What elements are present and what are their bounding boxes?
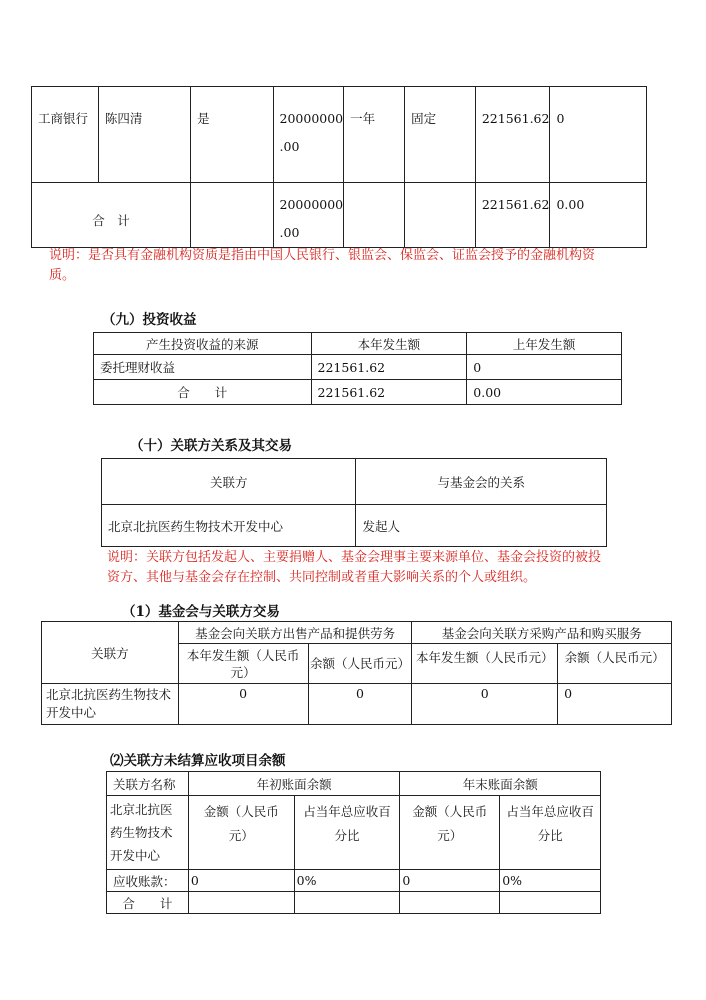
note-related-parties: 说明：关联方包括发起人、主要捐赠人、基金会理事主要来源单位、基金会投资的被投资方、其他与基金会存在控制、共同控制或者重大影响关系的个人或组织。 xyxy=(107,550,602,585)
total-amount-line1: 20000000 xyxy=(279,197,344,212)
value-cell: 0 xyxy=(178,684,308,725)
sub2-title: ⑵关联方未结算应收项目余额 xyxy=(110,753,286,769)
note-financial-qualification: 说明：是否具有金融机构资质是指由中国人民银行、银监会、保监会、证监会授予的金融机构资质。 xyxy=(49,248,596,283)
empty-cell xyxy=(294,892,400,914)
value-cell: 0 xyxy=(188,870,294,892)
party-cell: 北京北抗医药生物技术开发中心 xyxy=(107,796,189,870)
header-buy-group: 基金会向关联方采购产品和购买服务 xyxy=(412,622,672,644)
header-last-year: 上年发生额 xyxy=(467,333,622,355)
source-cell: 委托理财收益 xyxy=(94,355,312,380)
total-label: 合 计 xyxy=(107,892,189,914)
table-row xyxy=(42,684,672,725)
total-amount-line2: .00 xyxy=(279,225,300,240)
total-last-year: 0.00 xyxy=(467,380,622,405)
this-year-cell: 221561.62 xyxy=(311,355,467,380)
deposit-table xyxy=(31,86,647,248)
table-header-row xyxy=(94,333,622,355)
amount-line2: .00 xyxy=(279,139,300,154)
table-row xyxy=(102,505,607,547)
investment-income-table xyxy=(93,332,622,405)
table-subheader-row xyxy=(107,796,601,870)
value-cell: 0 xyxy=(308,684,412,725)
header-name: 关联方名称 xyxy=(107,772,189,796)
party-cell: 北京北抗医药生物技术开发中心 xyxy=(42,684,179,725)
header-begin-group: 年初账面余额 xyxy=(188,772,400,796)
total-label: 合 计 xyxy=(94,380,312,405)
total-label: 合 计 xyxy=(32,183,191,248)
empty-cell xyxy=(405,183,476,248)
amount-cell xyxy=(273,87,344,183)
total-row xyxy=(94,380,622,405)
related-transactions-table xyxy=(41,621,672,725)
sub1-title: （1）基金会与关联方交易 xyxy=(122,604,280,620)
value-cell: 0% xyxy=(500,870,601,892)
total-last-cell: 0.00 xyxy=(550,183,647,248)
relation-cell: 发起人 xyxy=(356,505,607,547)
header-relation: 与基金会的关系 xyxy=(356,459,607,505)
last-year-cell: 0 xyxy=(467,355,622,380)
header-party: 关联方 xyxy=(42,622,179,684)
party-cell: 北京北抗医药生物技术开发中心 xyxy=(102,505,356,547)
table-header-row xyxy=(102,459,607,505)
empty-cell xyxy=(188,892,294,914)
header-sell-group: 基金会向关联方出售产品和提供劳务 xyxy=(178,622,412,644)
empty-cell xyxy=(191,183,273,248)
header-end-amount: 金额（人民币元） xyxy=(400,796,500,870)
term-cell: 一年 xyxy=(344,87,405,183)
person-cell: 陈四清 xyxy=(98,87,190,183)
receivables-table xyxy=(106,771,601,914)
income-cell: 221561.62 xyxy=(475,87,550,183)
total-income-cell: 221561.62 xyxy=(475,183,550,248)
table-row xyxy=(32,87,647,183)
value-cell: 0 xyxy=(412,684,558,725)
last-cell: 0 xyxy=(550,87,647,183)
bank-cell: 工商银行 xyxy=(32,87,99,183)
section10-title: （十）关联方关系及其交易 xyxy=(130,438,292,454)
empty-cell xyxy=(344,183,405,248)
value-cell: 0 xyxy=(400,870,500,892)
value-cell: 0% xyxy=(294,870,400,892)
header-party: 关联方 xyxy=(102,459,356,505)
total-this-year: 221561.62 xyxy=(311,380,467,405)
header-begin-amount: 金额（人民币元） xyxy=(188,796,294,870)
header-buy-balance: 余额（人民币元） xyxy=(558,644,672,684)
related-party-table xyxy=(101,458,607,547)
value-cell: 0 xyxy=(558,684,672,725)
total-row xyxy=(32,183,647,248)
type-cell: 固定 xyxy=(405,87,476,183)
amount-line1: 20000000 xyxy=(279,111,344,126)
header-sell-balance: 余额（人民币元） xyxy=(308,644,412,684)
header-end-percent: 占当年总应收百分比 xyxy=(500,796,601,870)
header-begin-percent: 占当年总应收百分比 xyxy=(294,796,400,870)
table-header-row xyxy=(42,622,672,644)
section9-title: （九）投资收益 xyxy=(102,312,197,328)
total-amount-cell xyxy=(273,183,344,248)
header-source: 产生投资收益的来源 xyxy=(94,333,312,355)
header-end-group: 年末账面余额 xyxy=(400,772,601,796)
header-sell-amount: 本年发生额（人民币元） xyxy=(178,644,308,684)
flag-cell: 是 xyxy=(191,87,273,183)
empty-cell xyxy=(500,892,601,914)
header-this-year: 本年发生额 xyxy=(311,333,467,355)
empty-cell xyxy=(400,892,500,914)
header-buy-amount: 本年发生额（人民币元） xyxy=(412,644,558,684)
table-row xyxy=(107,870,601,892)
total-row xyxy=(107,892,601,914)
table-header-row xyxy=(107,772,601,796)
row-label: 应收账款： xyxy=(107,870,189,892)
table-row xyxy=(94,355,622,380)
